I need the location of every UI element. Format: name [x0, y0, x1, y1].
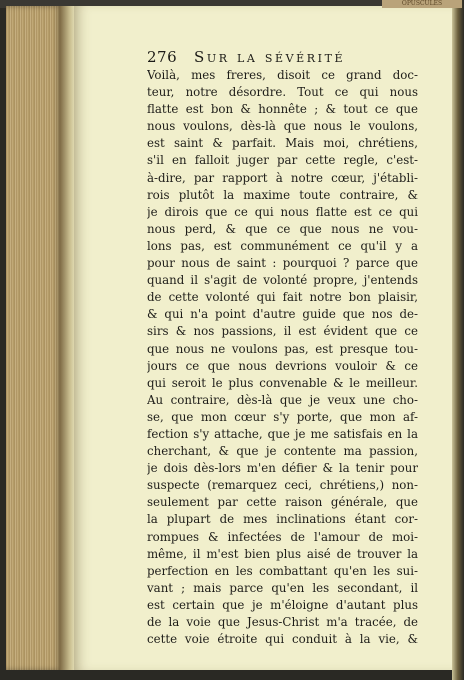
text-line: sirs & nos passions, il est évident que ce — [147, 324, 418, 339]
text-line: cette voie étroite qui conduit à la vie, & — [147, 632, 418, 647]
text-line: flatte est bon & honnête ; & tout ce que — [147, 102, 418, 117]
text-line: de la voie que Jesus-Christ m'a tracée, de — [147, 615, 418, 629]
text-line: nous perd, & que ce que nous ne vou- — [147, 221, 418, 236]
text-line: teur, notre désordre. Tout ce qui nous — [147, 85, 418, 100]
book-right-edge — [452, 0, 464, 680]
text-line: nous voulons, dès-là que nous le voulons, — [147, 119, 418, 134]
text-line: seulement par cette raison générale, que — [147, 495, 418, 510]
text-line: jours ce que nous devrions vouloir & ce — [147, 358, 418, 373]
text-line: & qui n'a point d'autre guide que nos de- — [147, 307, 418, 322]
text-line: lons pas, est communément ce qu'il y a — [147, 238, 418, 253]
text-line: est certain que je m'éloigne d'autant plus — [147, 597, 418, 612]
text-line: je dirois que ce qui nous flatte est ce qui — [147, 204, 418, 219]
text-line: quand il s'agit de volonté propre, j'entends — [147, 273, 418, 288]
text-line: même, il m'est bien plus aisé de trouver la — [147, 546, 418, 561]
running-title: Sur la sévérité — [194, 48, 346, 66]
text-line: rois plutôt la maxime toute contraire, & — [147, 187, 418, 202]
text-line: rompues & infectées de l'amour de moi- — [147, 529, 418, 544]
text-line: cherchant, & que je contente ma passion, — [147, 444, 418, 459]
text-line: Au contraire, dès-là que je veux une cho- — [147, 392, 418, 407]
text-line: suspecte (remarquez ceci, chrétiens,) non- — [147, 478, 418, 493]
page-number: 276 — [147, 48, 178, 66]
text-line: se, que mon cœur s'y porte, que mon af- — [147, 409, 418, 424]
text-line: à-dire, par rapport à notre cœur, j'établi- — [147, 170, 418, 185]
text-line: je dois dès-lors m'en défier & la tenir pour — [147, 461, 418, 476]
spine-label: OPUSCULES — [382, 0, 462, 8]
text-line: perfection en les combattant qu'en les sui- — [147, 563, 418, 578]
text-line: pour nous de saint : pourquoi ? parce que — [147, 256, 418, 271]
text-line: qui seroit le plus convenable & le meilleur. — [147, 375, 418, 390]
page-header — [147, 48, 437, 68]
text-line: est saint & parfait. Mais moi, chrétiens, — [147, 136, 418, 151]
text-line: Voilà, mes freres, disoit ce grand doc- — [147, 68, 418, 82]
text-line: vant ; mais parce qu'en les secondant, il — [147, 580, 418, 595]
text-line: la plupart de mes inclinations étant cor- — [147, 512, 418, 527]
text-line: de cette volonté qui fait notre bon plaisir, — [147, 290, 418, 305]
text-line: s'il en falloit juger par cette regle, c'est- — [147, 153, 418, 168]
text-line: que nous ne voulons pas, est presque tou- — [147, 341, 418, 356]
body-text — [147, 67, 418, 648]
page-stack-edge — [6, 6, 62, 670]
text-line: fection s'y attache, que je me satisfais en la — [147, 426, 418, 441]
